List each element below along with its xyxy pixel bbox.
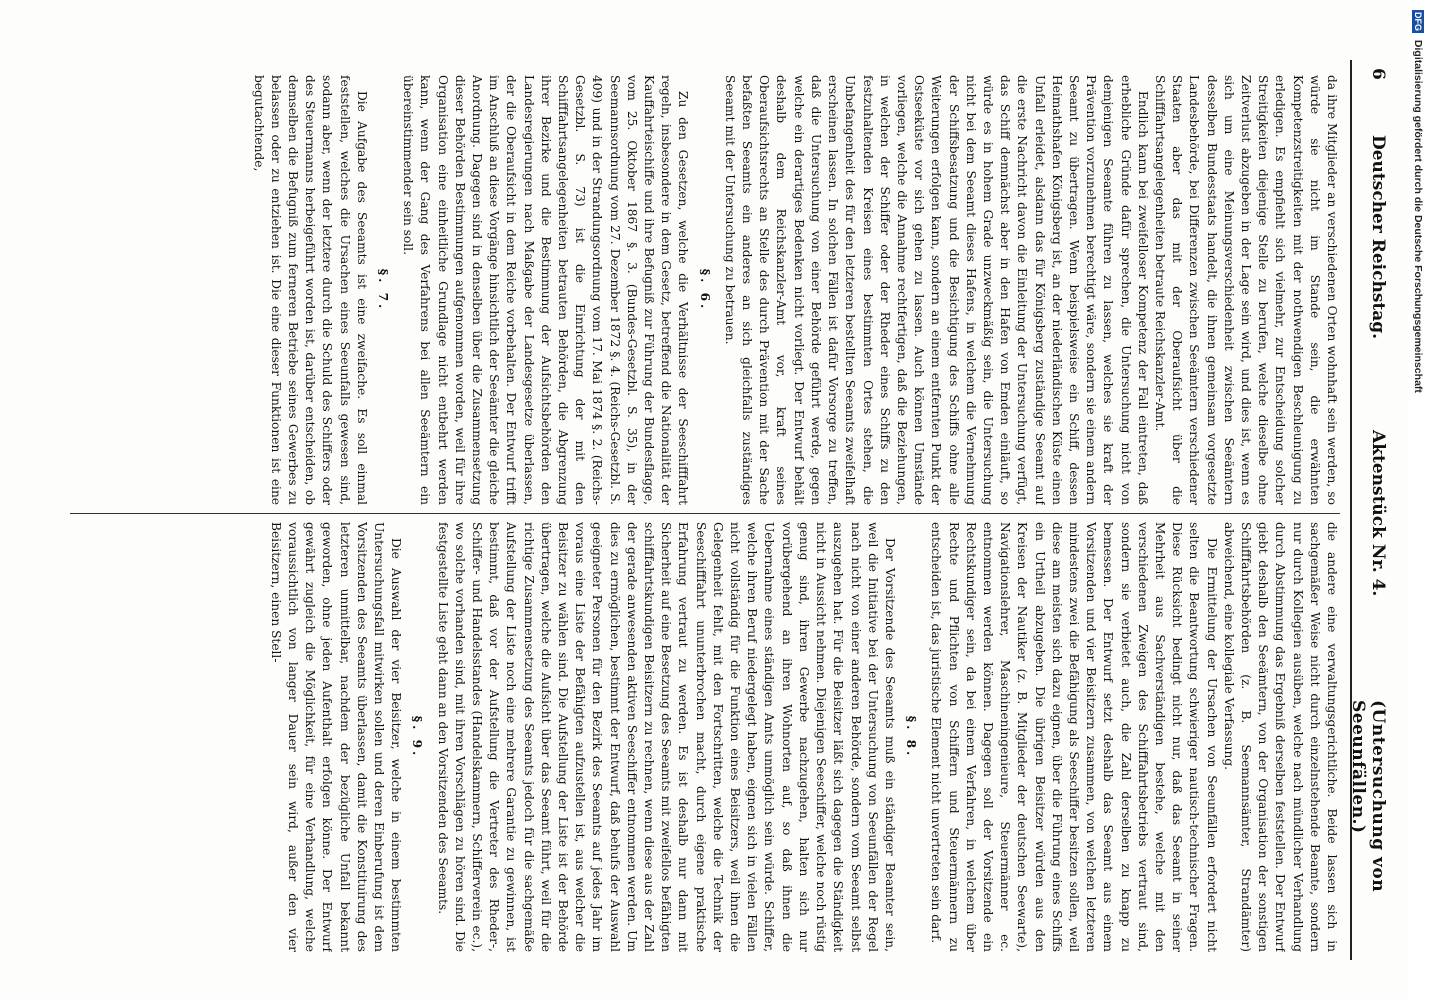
credit-label: Digitalisierung gefördert durch die Deutsche Forschungsgemeinschaft (1412, 39, 1424, 393)
paragraph: Die Auswahl der vier Beisitzer, welche in einem bestimmten Untersuchungsfall mitwirken sollen und deren Einberufung ist dem Vorsitzenden des Seeamts überlassen, damit die Konstituirung des letzteren unmittelbar, nachdem der bezügliche Unfall bekannt geworden, ohne jeden Aufenthalt erfolgen könne. Der Entwurf gewährt zugleich die Möglichkeit, für eine Verhandlung, welche voraussichtlich von langer Dauer sein wird, außer den vier Beisitzern, einen Stell- (268, 522, 404, 952)
right-column (60, 522, 1340, 952)
header-rule (1350, 60, 1352, 960)
paragraph: Endlich kann bei zweifelloser Kompetenz der Fall eintreten, daß erhebliche Gründe dafür sprechen, die Untersuchung nicht von demjenigen Seeamte führen zu lassen, welches sie kraft der Prävention vorzunehmen berechtigt wäre, sondern sie einem andern Seeamt zu übertragen. Wenn beispielsweise ein Schiff, dessen Heimathshafen Königsberg ist, an der niederländischen Küste einen Unfall erleidet, alsdann das für Königsberg zuständige Seeamt auf die erste Nachricht davon die Einleitung der Untersuchung verfügt, das Schiff demnächst aber in den Hafen von Emden einläuft, so würde es in hohem Grade unzweckmäßig sein, die Untersuchung nicht bei dem Seeamt dieses Hafens, in welchem die Vernehmung der Schiffsbesatzung und die Besichtigung des Schiffs ohne alle Weiterungen erfolgen kann, sondern an einem entfernten Punkt der Ostseeküste vor sich gehen zu lassen. Auch können Umstände vorliegen, welche die Annahme rechtfertigen, daß die Beziehungen, in welchen der Schiffer oder der Rheder eines Schiffs zu den festzuhaltenden Kreisen eines bestimmten Ortes stehen, die Unbefangenheit des für den letzteren bestellten Seeamts zweifelhaft erscheinen lassen. In solchen Fällen ist dafür Vorsorge zu treffen, daß die Untersuchung von einer Behörde geführt werde, gegen welche ein derartiges Bedenken nicht vorliegt. Der Entwurf behält deshalb dem Reichskanzler-Amt vor, kraft seines Oberaufsichtsrechts an Stelle des durch Prävention mit der Sache befaßten Seeamts ein anderes an sich gleichfalls zuständiges Seeamt mit der Untersuchung zu betrauen. (722, 75, 1150, 505)
section-heading: §. 8. (904, 715, 919, 759)
section-heading: §. 6. (697, 268, 712, 312)
paragraph: Die Ermittelung der Ursachen von Seeunfällen erfordert nicht selten die Beantwortung schwieriger nautisch-technischer Fragen. Diese Rücksicht bedingt nicht nur, daß das Seeamt in seiner Mehrheit aus Sachverständigen bestehe, welche mit den verschiedenen Zweigen des Schifffahrtsbetriebs vertraut sind, sondern sie verbietet auch, die Zahl derselben zu knapp zu bemessen. Der Entwurf setzt deshalb das Seeamt aus einem Vorsitzenden und vier Beisitzern zusammen, von welchen letzteren mindestens zwei die Befähigung als Seeschiffer besitzen sollen, weil diese am meisten sich dazu eignen, über die Führung eines Schiffs ein Urtheil abzugeben. Die übrigen Beisitzer würden aus den Kreisen der Nautiker (z. B. Mitglieder der deutschen Seewarte), Navigationslehrer, Maschineningenieure, Steuermänner ec. entnommen werden können. Dagegen soll der Vorsitzende ein Rechtskundiger sein, da bei einem Verfahren, in welchem über Rechte und Pflichten von Schiffern und Steuermännern zu entscheiden ist, das juristische Element nicht unvertreten sein darf. (929, 522, 1219, 952)
column-divider (70, 513, 1340, 514)
dfg-logo: DFG (1413, 12, 1423, 31)
document-number: Aktenstück Nr. 4. (1368, 430, 1388, 597)
paragraph: Die Aufgabe des Seeamts ist eine zweifache. Es soll einmal feststellen, welches die Ursachen eines Seeunfalls gewesen sind, sodann aber, wenn der letztere durch die Schuld des Schiffers oder des Steuermanns herbeigeführt worden ist, darüber entscheiden, ob demselben die Befugniß zum ferneren Betriebe seines Gewerbes zu belassen oder zu entziehen ist. Die eine dieser Funktionen ist eine begutachtende, (251, 75, 369, 505)
paragraph: Der Vorsitzende des Seeamts muß ein ständiger Beamter sein, weil die Initiative bei der Untersuchung von Seeunfällen der Regel nach nicht von einer anderen Behörde, sondern vom Seeamt selbst auszugehen hat. Für die Beisitzer läßt sich dagegen die Ständigkeit nicht in Aussicht nehmen. Diejenigen Seeschiffer, welche noch rüstig genug sind, ihren Gewerbe nachzugehen, halten sich nur vorübergehend an ihren Wohnorten auf, so daß ihnen die Uebernahme eines ständigen Amts unmöglich sein würde. Schiffer, welche ihren Beruf niedergelegt haben, eignen sich in vielen Fällen nicht vollständig für die Funktion eines Beisitzers, weil ihnen die Gelegenheit fehlt, mit den Fortschritten, welche die Technik der Seeschifffahrt ununterbrochen macht, durch eigene praktische Erfahrung vertraut zu werden. Es ist deshalb nur dann mit Sicherheit auf eine Besetzung des Seeamts mit zweifellos befähigten schifffahrtskundigen Beisitzern zu rechnen, wenn diese aus der Zahl der gerade anwesenden aktiven Seeschiffer entnommen werden. Um dies zu ermöglichen, bestimmt der Entwurf, daß behufs der Auswahl geeigneter Personen für den Bezirk des Seeamts auf jedes Jahr im voraus eine Liste der Befähigten aufzustellen ist, aus welcher die Beisitzer zu wählen sind. Die Aufstellung der Liste ist der Behörde übertragen, welche die Aufsicht über das Seeamt führt, weil für die richtige Zusammensetzung des Seeamts jedoch für die sachgemäße Aufstellung der Liste noch eine mehrere Garantie zu gewinnen, ist bestimmt, daß vor der Aufstellung die Vertreter des Rheder-, Schiffer- und Handelsstandes (Handelskammern, Schifferverein ec.), wo solche vorhanden sind, mit ihren Vorschlägen zu hören sind. Die festgestellte Liste geht dann an den Vorsitzenden des Seeamts. (435, 522, 897, 952)
left-column (60, 75, 1340, 505)
page-number: 6 (1368, 68, 1388, 80)
paragraph: Zu den Gesetzen, welche die Verhältnisse der Seeschifffahrt regeln, insbesondere in dem Gesetz, betreffend die Nationalität der Kauffahrteischiffe und ihre Befugniß zur Führung der Bundesflagge, vom 25. Oktober 1867 §. 3. (Bundes-Gesetzbl. S. 35), in der Seemannsordnung vom 27. Dezember 1872 §. 4. (Reichs-Gesetzbl. S. 409) und in der Strandungsordnung vom 17. Mai 1874 §. 2. (Reichs-Gesetzbl. S. 73) ist die Einrichtung der mit den Schifffahrtsangelegenheiten betrauten Behörden, die Abgrenzung ihrer Bezirke und die Bestimmung der Aufsichtsbehörden den Landesregierungen nach Maßgabe der Landesgesetze überlassen, der die Oberaufsicht in dem Reiche vorbehalten. Der Entwurf trifft im Anschluß an diese Vorgänge hinsichtlich der Seeämter die gleiche Anordnung. Dagegen sind in denselben über die Zusammensetzung dieser Behörden Bestimmungen aufgenommen worden, weil für ihre Organisation eine einheitliche Grundlage nicht entbehrt werden kann, wenn der Gang des Verfahrens bei allen Seeämtern ein übereinstimmender sein soll. (401, 75, 691, 505)
section-heading: §. 7. (376, 268, 391, 312)
credit-text (1412, 10, 1424, 393)
digitization-credit (1407, 0, 1432, 1000)
publication-title: Deutscher Reichstag. (1368, 135, 1388, 340)
document-subject: (Untersuchung von Seeunfällen.) (1348, 700, 1388, 893)
paragraph: die andere eine verwaltungsgerichtliche. Beide lassen sich in sachgemäßer Weise nicht durch einzelnstehende Beamte, sondern nur durch Kollegien ausüben, welche nach mündlicher Verhandlung durch Abstimmung das Ergebniß derselben feststellen. Der Entwurf giebt deshalb den Seeämtern, von der Organisation der sonstigen Schifffahrtsbehörden (z. B. Seemannsämter, Strandämter) abweichend, eine kollegiale Verfassung. (1221, 522, 1339, 952)
paragraph: da ihre Mitglieder an verschiedenen Orten wohnhaft sein werden, so würde sie nicht im Stande sein, die erwähnten Kompetenzstreitigkeiten mit der nothwendigen Beschleunigung zu erledigen. Es empfiehlt sich vielmehr, zur Entscheidung solcher Streitigkeiten diejenige Stelle zu berufen, welche dieselbe ohne Zeitverlust abzugeben in der Lage sein wird, und dies ist, wenn es sich um eine Meinungsverschiedenheit zwischen Seeämtern desselben Bundesstaats handelt, die ihnen gemeinsam vorgesetzte Landesbehörde, bei Differenzen zwischen Seeämtern verschiedener Staaten aber das mit der Oberaufsicht über die Schifffahrtsangelegenheiten betraute Reichskanzler-Amt. (1152, 75, 1339, 505)
section-heading: §. 9. (410, 715, 425, 759)
page-header (1348, 40, 1392, 980)
